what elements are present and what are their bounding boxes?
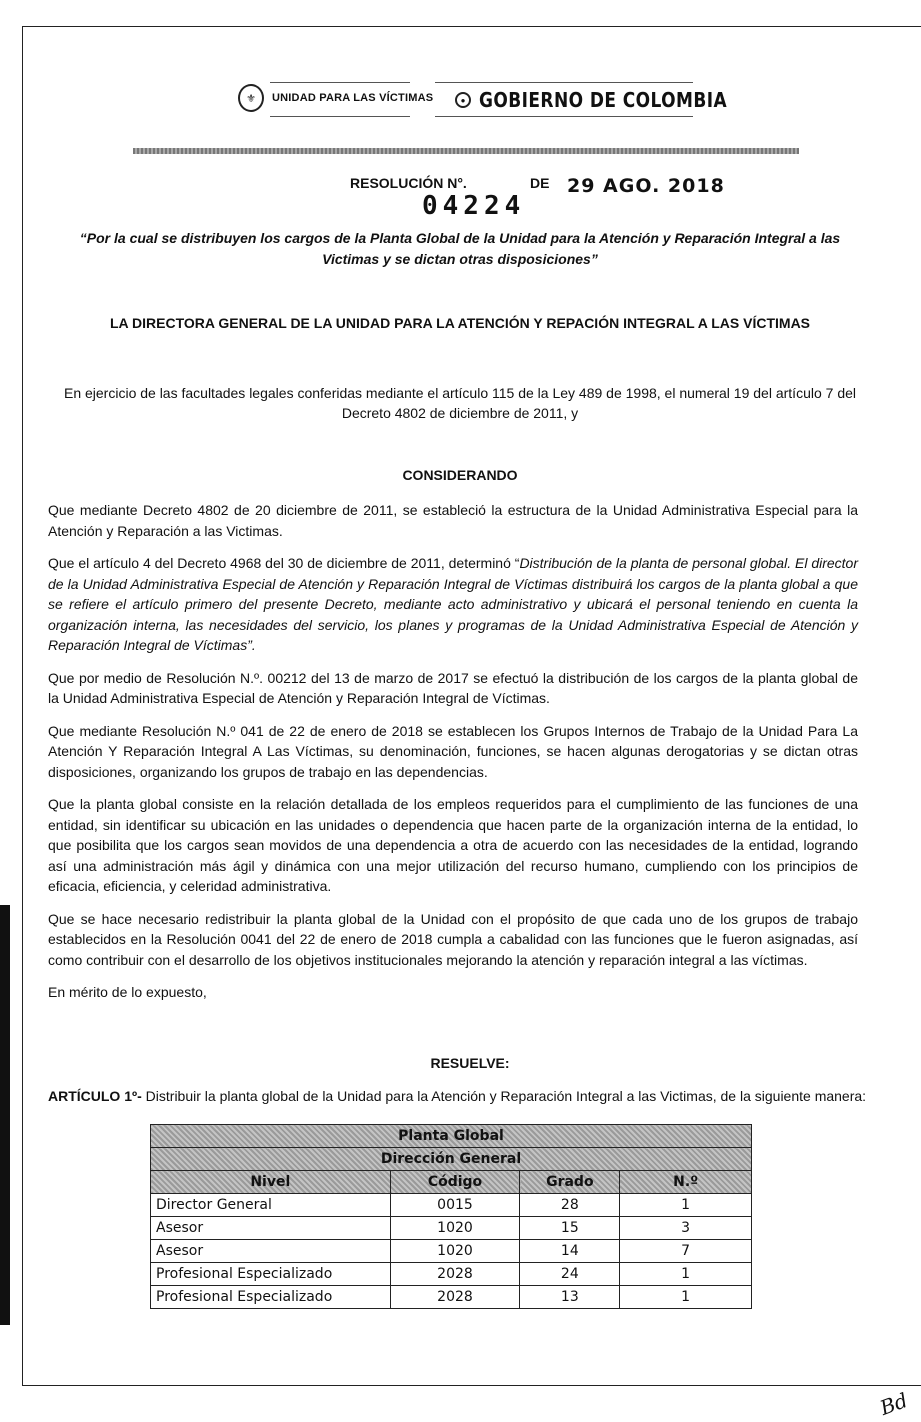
table-row	[151, 1194, 752, 1217]
paragraph-quote: Distribución de la planta de personal global. El director de la Unidad Administrativa Especial de Atención y Reparación Integral de Víctimas distribuirá los cargos de la planta global a que se refiere el artículo primero del presente Decreto, mediante acto administrativo y ubicará el personal teniendo en cuenta la organización interna, las necesidades del servicio, los planes y programas de la Unidad Administrativa Especial de Atención y Reparación Integral de Víctimas”.	[48, 555, 859, 653]
cell-nivel: Profesional Especializado	[151, 1263, 391, 1286]
cell-numero: 7	[620, 1240, 752, 1263]
table-subtitle-row	[151, 1148, 752, 1171]
cell-numero: 1	[620, 1263, 752, 1286]
column-header-nivel: Nivel	[151, 1171, 391, 1194]
cell-nivel: Director General	[151, 1194, 391, 1217]
table-subtitle: Dirección General	[151, 1148, 752, 1171]
cell-codigo: 2028	[390, 1263, 520, 1286]
paragraph: Que la planta global consiste en la relación detallada de los empleos requeridos para el cumplimiento de las funciones de una entidad, sin identificar su ubicación en las unidades o dependencia que hacen parte de la organización interna de la entidad, lo que posibilita que los cargos sean movidos de una dependencia a otra de acuerdo con las necesidades de la entidad, logrando así una administración más ágil y dinámica con una mejor utilización del recurso humano, cumpliendo con los principios de eficacia, eficiencia, y celeridad administrativa.	[48, 796, 858, 894]
considerando-heading: CONSIDERANDO	[402, 467, 518, 483]
cell-numero: 1	[620, 1194, 752, 1217]
resolution-de-label: DE	[530, 175, 550, 191]
cell-grado: 14	[520, 1240, 620, 1263]
considerando-body	[48, 500, 858, 1015]
handwritten-initials: Bd	[876, 1388, 911, 1420]
unidad-victimas-logo-text: UNIDAD PARA LAS VÍCTIMAS	[272, 92, 434, 104]
intro-line: En ejercicio de las facultades legales conferidas mediante el artículo 115 de la Ley 489 de 1998, el numeral 19 del artículo 7 del	[63, 385, 857, 401]
articulo-text: Distribuir la planta global de la Unidad para la Atención y Reparación Integral a las Victimas, de la siguiente manera:	[141, 1088, 867, 1104]
cell-grado: 15	[520, 1217, 620, 1240]
table-row	[151, 1217, 752, 1240]
cell-numero: 3	[620, 1217, 752, 1240]
resolution-line	[0, 173, 921, 223]
paragraph-lead: Que el artículo 4 del Decreto 4968 del 30 de diciembre de 2011, determinó “	[48, 555, 520, 571]
seal-icon: ●	[455, 92, 471, 108]
table-title-row	[151, 1125, 752, 1148]
cell-nivel: Asesor	[151, 1240, 391, 1263]
gobierno-colombia-logo	[455, 88, 771, 112]
table-row	[151, 1286, 752, 1309]
coat-of-arms-icon: ⚜	[238, 84, 264, 112]
header-logos	[0, 80, 921, 120]
intro-line: Decreto 4802 de diciembre de 2011, y	[341, 405, 579, 421]
paragraph: En mérito de lo expuesto,	[48, 984, 207, 1000]
paragraph: Que mediante Resolución N.º 041 de 22 de enero de 2018 se establecen los Grupos Internos de Trabajo de la Unidad Para La Atención Y Reparación Integral A Las Víctimas, su denominación, funciones, se hacen algunas derogatorias y se dictan otras disposiciones, organizando los grupos de trabajo en las dependencias.	[48, 722, 858, 780]
scan-edge-bar	[0, 905, 10, 1325]
planta-global-table	[150, 1124, 752, 1309]
table-row	[151, 1240, 752, 1263]
table-row	[151, 1263, 752, 1286]
director-heading: LA DIRECTORA GENERAL DE LA UNIDAD PARA LA ATENCIÓN Y REPACIÓN INTEGRAL A LAS VÍCTIMAS	[109, 315, 811, 331]
cell-grado: 28	[520, 1194, 620, 1217]
resuelve-heading: RESUELVE:	[430, 1055, 510, 1071]
paragraph: Que se hace necesario redistribuir la planta global de la Unidad con el propósito de que cada uno de los grupos de trabajo establecidos en la Resolución 0041 del 22 de enero de 2018 cumpla a cabalidad con las funciones que le fueron asignadas, así como contribuir con el desarrollo de los objetivos institucionales mejorando la atención y reparación integral a las víctimas.	[48, 910, 858, 968]
cell-grado: 13	[520, 1286, 620, 1309]
resolution-label: RESOLUCIÓN N°.	[350, 175, 467, 191]
resolution-number: 04224	[422, 191, 526, 221]
divider	[270, 116, 410, 117]
articulo-label: ARTÍCULO 1º-	[48, 1088, 142, 1104]
intro-paragraph	[55, 383, 865, 423]
gobierno-colombia-logo-text: GOBIERNO DE COLOMBIA	[479, 88, 728, 112]
header-band	[133, 148, 799, 154]
column-header-numero: N.º	[620, 1171, 752, 1194]
paragraph	[48, 553, 858, 656]
cell-grado: 24	[520, 1263, 620, 1286]
table-title: Planta Global	[151, 1125, 752, 1148]
column-header-codigo: Código	[390, 1171, 520, 1194]
divider	[435, 82, 693, 83]
resolution-title-line: “Por la cual se distribuyen los cargos de la Planta Global de la Unidad para la Atención y Reparación Integral a las	[79, 230, 841, 246]
cell-nivel: Asesor	[151, 1217, 391, 1240]
divider	[435, 116, 693, 117]
column-header-grado: Grado	[520, 1171, 620, 1194]
cell-codigo: 1020	[390, 1217, 520, 1240]
resolution-title-line: Victimas y se dictan otras disposiciones”	[322, 251, 598, 267]
resolution-date-stamp: 29 AGO. 2018	[567, 175, 725, 197]
table-header-row	[151, 1171, 752, 1194]
cell-codigo: 1020	[390, 1240, 520, 1263]
cell-codigo: 2028	[390, 1286, 520, 1309]
divider	[270, 82, 410, 83]
cell-codigo: 0015	[390, 1194, 520, 1217]
paragraph: Que mediante Decreto 4802 de 20 diciembre de 2011, se estableció la estructura de la Unidad Administrativa Especial para la Atención y Reparación a las Victimas.	[48, 502, 858, 539]
resolution-title	[60, 228, 860, 270]
unidad-victimas-logo	[238, 84, 433, 112]
cell-nivel: Profesional Especializado	[151, 1286, 391, 1309]
articulo-1	[48, 1088, 868, 1104]
cell-numero: 1	[620, 1286, 752, 1309]
paragraph: Que por medio de Resolución N.º. 00212 del 13 de marzo de 2017 se efectuó la distribución de los cargos de la planta global de la Unidad Administrativa Especial de Atención y Reparación Integral de Víctimas.	[48, 669, 858, 706]
